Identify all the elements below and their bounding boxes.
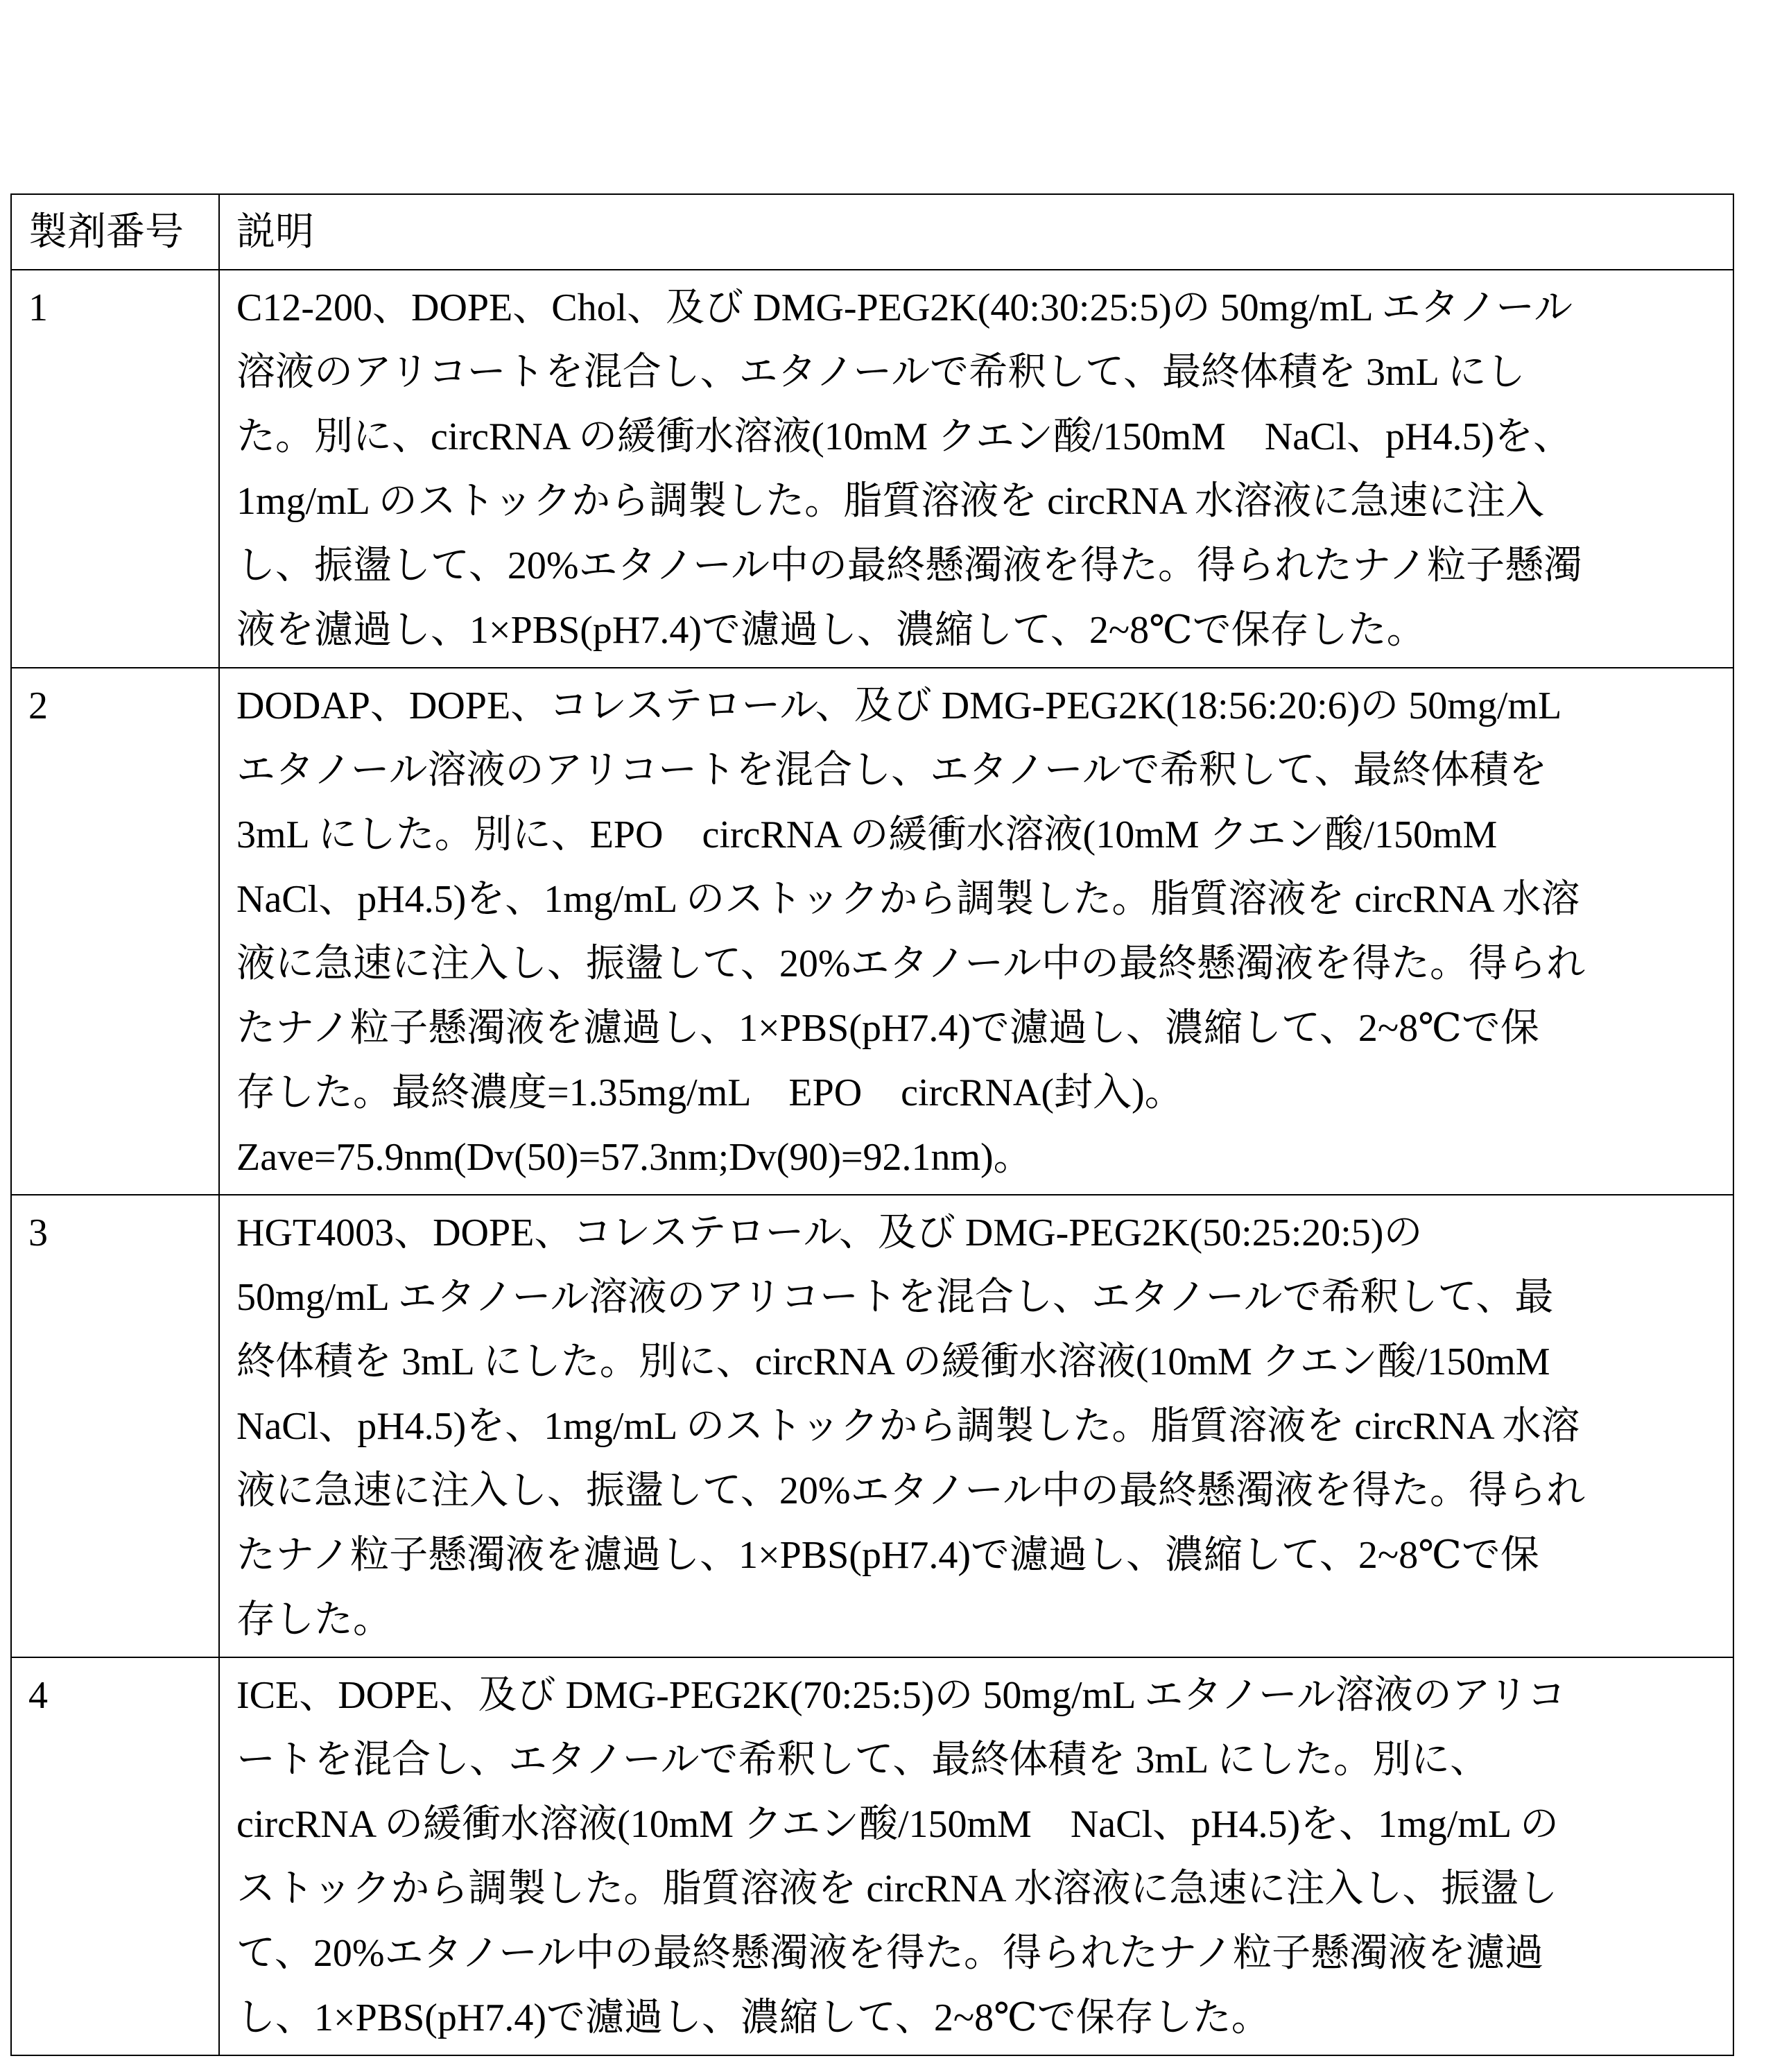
- description-line: NaCl、pH4.5)を、1mg/mL のストックから調製した。脂質溶液を circRNA 水溶: [236, 1395, 1713, 1459]
- description-line: Zave=75.9nm(Dv(50)=57.3nm;Dv(90)=92.1nm)。: [236, 1125, 1713, 1190]
- formulation-number: 4: [11, 1657, 219, 2055]
- formulation-description: [219, 270, 1733, 668]
- description-line: 存した。: [236, 1588, 1713, 1652]
- description-line: 50mg/mL エタノール溶液のアリコートを混合し、エタノールで希釈して、最: [236, 1266, 1713, 1330]
- formulation-table: [10, 193, 1734, 2056]
- description-line: C12-200、DOPE、Chol、及び DMG-PEG2K(40:30:25:5)の 50mg/mL エタノール: [236, 276, 1713, 340]
- description-line: たナノ粒子懸濁液を濾過し、1×PBS(pH7.4)で濾過し、濃縮して、2~8℃で保: [236, 1523, 1713, 1588]
- description-line: 液を濾過し、1×PBS(pH7.4)で濾過し、濃縮して、2~8℃で保存した。: [236, 598, 1713, 663]
- description-line: 溶液のアリコートを混合し、エタノールで希釈して、最終体積を 3mL にし: [236, 340, 1713, 405]
- description-line: 終体積を 3mL にした。別に、circRNA の緩衝水溶液(10mM クエン酸/150mM: [236, 1330, 1713, 1395]
- description-line: 液に急速に注入し、振盪して、20%エタノール中の最終懸濁液を得た。得られ: [236, 932, 1713, 996]
- description-line: circRNA の緩衝水溶液(10mM クエン酸/150mM NaCl、pH4.5)を、1mg/mL の: [236, 1793, 1713, 1857]
- description-line: HGT4003、DOPE、コレステロール、及び DMG-PEG2K(50:25:20:5)の: [236, 1201, 1713, 1266]
- formulation-number: 2: [11, 668, 219, 1195]
- description-line: て、20%エタノール中の最終懸濁液を得た。得られたナノ粒子懸濁液を濾過: [236, 1922, 1713, 1986]
- description-line: 3mL にした。別に、EPO circRNA の緩衝水溶液(10mM クエン酸/150mM: [236, 803, 1713, 867]
- formulation-description: [219, 668, 1733, 1195]
- description-line: NaCl、pH4.5)を、1mg/mL のストックから調製した。脂質溶液を circRNA 水溶: [236, 867, 1713, 932]
- table-row: [11, 270, 1733, 668]
- table-header-row: [11, 194, 1733, 270]
- header-formulation-number: 製剤番号: [11, 194, 219, 270]
- description-line: し、1×PBS(pH7.4)で濾過し、濃縮して、2~8℃で保存した。: [236, 1986, 1713, 2051]
- formulation-description: [219, 1657, 1733, 2055]
- table-row: [11, 668, 1733, 1195]
- description-line: たナノ粒子懸濁液を濾過し、1×PBS(pH7.4)で濾過し、濃縮して、2~8℃で保: [236, 996, 1713, 1061]
- table-row: [11, 1195, 1733, 1657]
- formulation-number: 1: [11, 270, 219, 668]
- description-line: DODAP、DOPE、コレステロール、及び DMG-PEG2K(18:56:20:6)の 50mg/mL: [236, 674, 1713, 739]
- description-line: 1mg/mL のストックから調製した。脂質溶液を circRNA 水溶液に急速に注入: [236, 469, 1713, 534]
- formulation-number: 3: [11, 1195, 219, 1657]
- description-line: し、振盪して、20%エタノール中の最終懸濁液を得た。得られたナノ粒子懸濁: [236, 534, 1713, 598]
- table-row: [11, 1657, 1733, 2055]
- description-line: ストックから調製した。脂質溶液を circRNA 水溶液に急速に注入し、振盪し: [236, 1857, 1713, 1922]
- formulation-description: [219, 1195, 1733, 1657]
- description-line: 液に急速に注入し、振盪して、20%エタノール中の最終懸濁液を得た。得られ: [236, 1459, 1713, 1523]
- description-line: ートを混合し、エタノールで希釈して、最終体積を 3mL にした。別に、: [236, 1728, 1713, 1793]
- description-line: ICE、DOPE、及び DMG-PEG2K(70:25:5)の 50mg/mL エタノール溶液のアリコ: [236, 1664, 1713, 1728]
- description-line: た。別に、circRNA の緩衝水溶液(10mM クエン酸/150mM NaCl、pH4.5)を、: [236, 405, 1713, 469]
- header-description: 説明: [219, 194, 1733, 270]
- description-line: エタノール溶液のアリコートを混合し、エタノールで希釈して、最終体積を: [236, 739, 1713, 803]
- description-line: 存した。最終濃度=1.35mg/mL EPO circRNA(封入)。: [236, 1061, 1713, 1125]
